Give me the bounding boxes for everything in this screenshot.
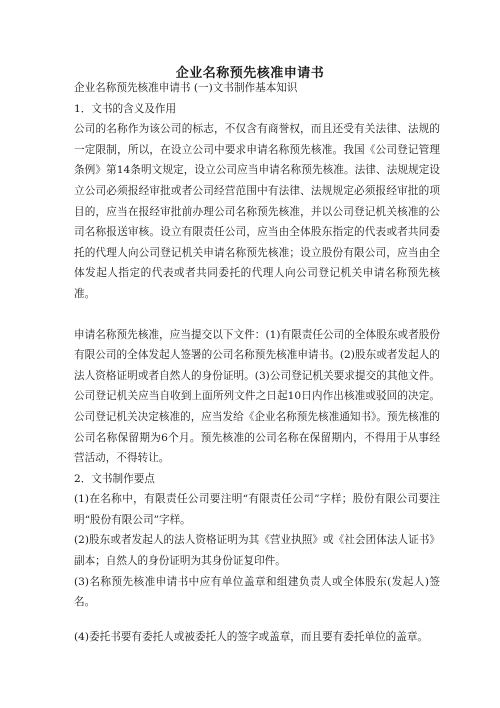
document-body (74, 78, 440, 647)
point-1: (1)在名称中，有限责任公司要注明“有限责任公司”字样；股份有限公司要注明“股份有限公司”字样。 (74, 493, 440, 526)
point-2: (2)股东或者发起人的法人资格证明为其《营业执照》或《社会团体法人证书》副本；自然人的身份证明为其身份证复印件。 (74, 534, 440, 568)
paragraph-spacer (74, 305, 440, 325)
paragraph-1: 公司的名称作为该公司的标志，不仅含有商誉权，而且还受有关法律、法规的一定限制，所以，在设立公司中要求申请名称预先核准。我国《公司登记管理条例》第14条明文规定，设立公司应当申请名称预先核准。法律、法规规定设立公司必须报经审批或者公司经营范围中有法律、法规规定必须报经审批的项目的，应当在报经审批前办理公司名称预先核准，并以公司登记机关核准的公司名称报送审核。设立有限责任公司，应当由全体股东指定的代表或者共同委托的代理人向公司登记机关申请名称预先核准；设立股份有限公司，应当由全体发起人指定的代表或者共同委托的代理人向公司登记机关申请名称预先核准。 (74, 123, 440, 300)
paragraph-spacer (74, 613, 440, 627)
point-3: (3)名称预先核准申请书中应有单位盖章和组建负责人或全体股东(发起人)签名。 (74, 575, 440, 609)
section-1-heading: 1．文书的含义及作用 (74, 102, 177, 115)
paragraph-2: 申请名称预先核准，应当提交以下文件：(1)有限责任公司的全体股东或者股份有限公司的全体发起人签署的公司名称预先核准申请书。(2)股东或者发起人的法人资格证明或者自然人的身份证明。(3)公司登记机关要求提交的其他文件。公司登记机关应当自收到上面所列文件之日起10日内作出核准或驳回的决定。公司登记机关决定核准的，应当发给《企业名称预先核准通知书》。预先核准的公司名称保留期为6个月。预先核准的公司名称在保留期内，不得用于从事经营活动，不得转让。 (74, 328, 440, 465)
section-2-heading: 2．文书制作要点 (74, 472, 155, 485)
document-subtitle: 企业名称预先核准申请书 (一)文书制作基本知识 (74, 82, 298, 94)
document-title: 企业名称预先核准申请书 (175, 66, 325, 81)
point-4: (4)委托书要有委托人或被委托人的签字或盖章，而且要有委托单位的盖章。 (74, 630, 429, 643)
